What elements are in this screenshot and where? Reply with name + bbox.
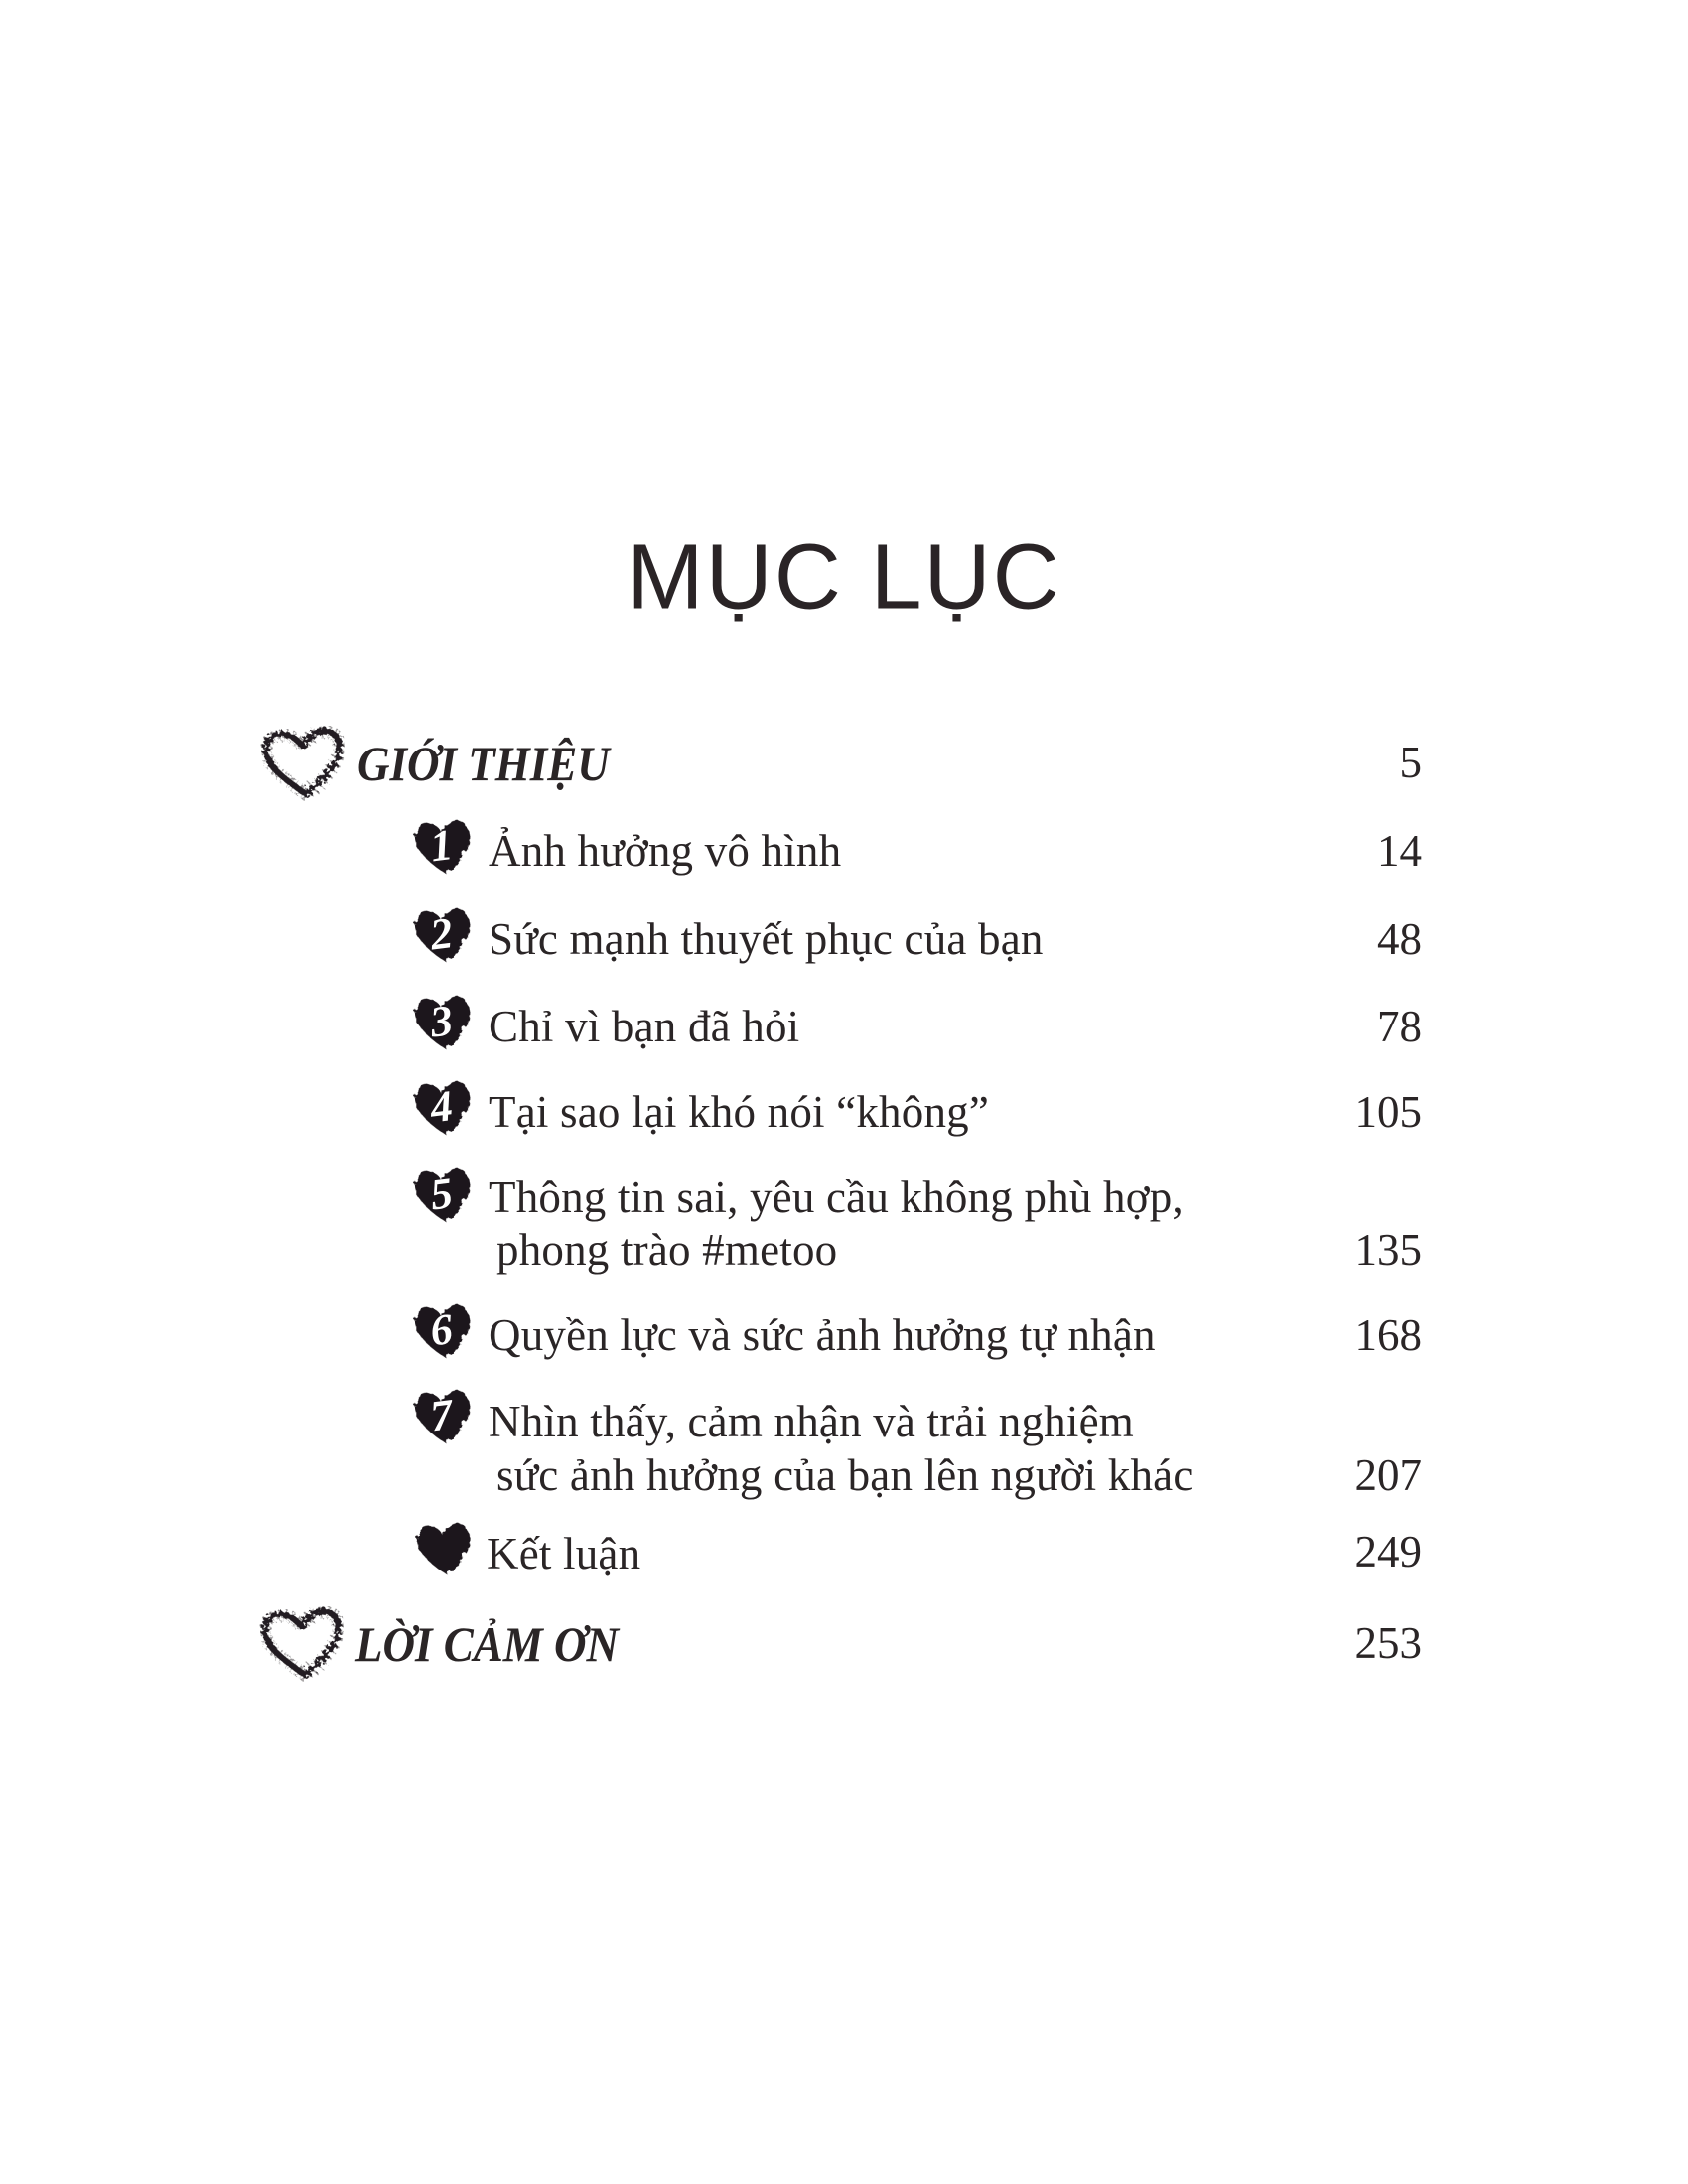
page-number: 14 [1377,826,1422,876]
solid-heart-stamp-icon [414,1166,474,1228]
page-number: 249 [1354,1527,1422,1576]
page-number: 135 [1354,1225,1422,1275]
chapter-number: 5 [427,1168,456,1220]
chapter-title: Ảnh hưởng vô hình [489,826,842,876]
chapter-title-line2: sức ảnh hưởng của bạn lên người khác [496,1450,1194,1500]
chapter-title: Quyền lực và sức ảnh hưởng tự nhận [489,1310,1156,1360]
solid-heart-stamp-icon [413,1521,477,1580]
solid-heart-stamp-icon [414,1388,474,1449]
page-number: 168 [1354,1310,1422,1360]
chapter-title: Sức mạnh thuyết phục của bạn [489,914,1044,964]
page-number: 5 [1399,738,1422,787]
section-label: GIỚI THIỆU [357,736,610,791]
chapter-title: Chỉ vì bạn đã hỏi [489,1002,800,1051]
chapter-title: Tại sao lại khó nói “không” [489,1087,990,1137]
page-number: 78 [1377,1002,1422,1051]
chapter-number: 2 [427,908,456,960]
sketch-heart-outline-icon [261,1608,345,1682]
page-number: 253 [1354,1618,1422,1668]
chapter-number: 7 [427,1390,456,1441]
page-number: 105 [1354,1087,1422,1137]
conclusion-label: Kết luận [487,1529,641,1578]
chapter-number: 6 [427,1304,456,1356]
solid-heart-stamp-icon [414,1302,474,1364]
sketch-heart-outline-icon [262,728,346,801]
chapter-title-line1: Thông tin sai, yêu cầu không phù hợp, [489,1172,1184,1222]
solid-heart-stamp-icon [414,818,474,880]
chapter-number: 1 [427,820,456,872]
page-number: 48 [1377,914,1422,964]
chapter-number: 3 [427,996,456,1047]
solid-heart-stamp-icon [414,1079,474,1141]
chapter-title-line2: phong trào #metoo [496,1225,838,1275]
solid-heart-stamp-icon [414,906,474,968]
chapter-number: 4 [427,1081,456,1133]
solid-heart-stamp-icon [414,994,474,1055]
page-number: 207 [1354,1450,1422,1500]
section-label: LỜI CẢM ƠN [355,1616,620,1672]
chapter-title-line1: Nhìn thấy, cảm nhận và trải nghiệm [489,1397,1134,1446]
page-title: MỤC LỤC [627,524,1061,628]
